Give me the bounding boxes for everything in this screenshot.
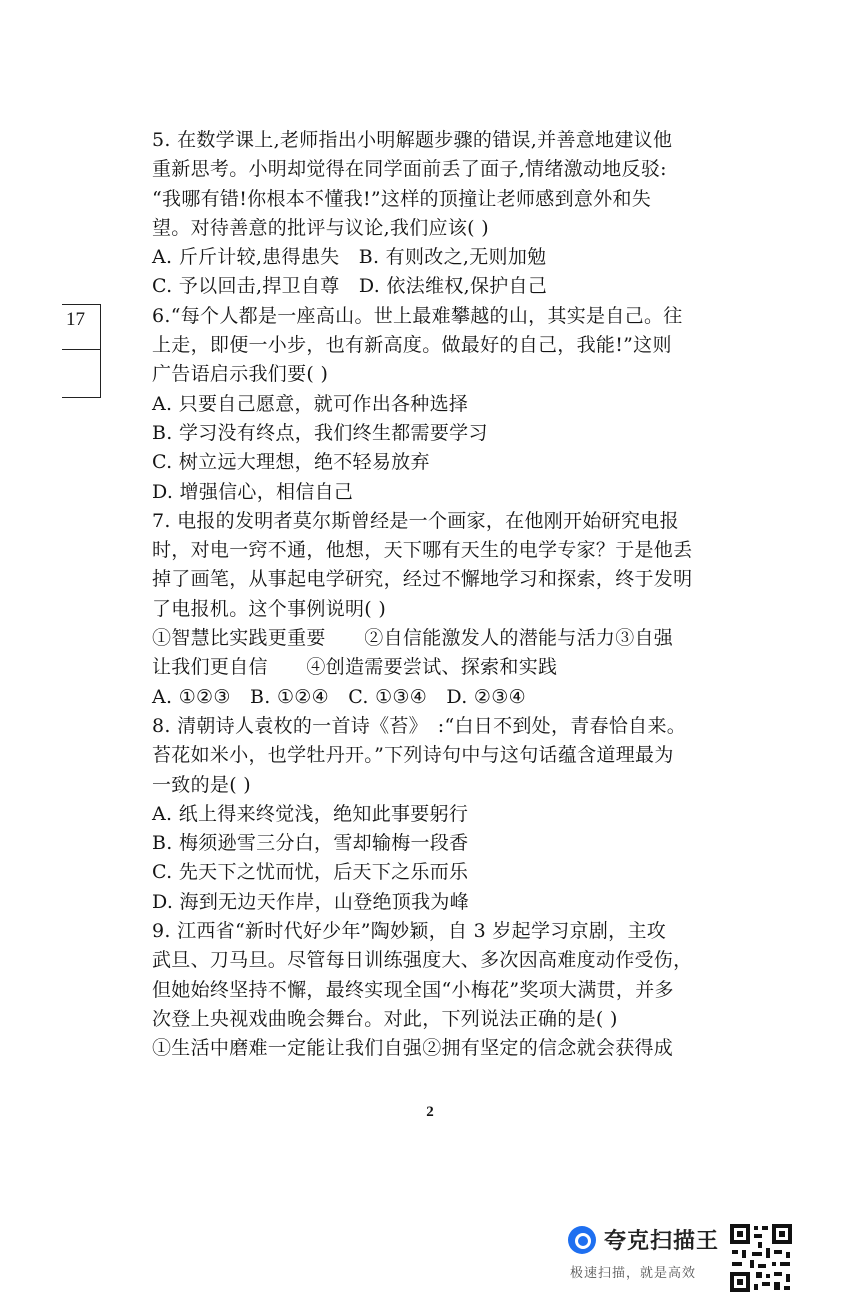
text-line: 了电报机。这个事例说明( ) [152, 597, 387, 620]
question-text [152, 126, 712, 1064]
text-line: 但她始终坚持不懈，最终实现全国“小梅花”奖项大满贯，并多 [152, 978, 674, 1001]
text-line: 重新思考。小明却觉得在同学面前丢了面子,情绪激动地反驳: [152, 158, 667, 181]
text-line: B. 学习没有终点，我们终生都需要学习 [152, 421, 488, 444]
text-line: 广告语启示我们要( ) [152, 363, 329, 386]
text-line: 9. 江西省“新时代好少年”陶妙颖，自 3 岁起学习京剧，主攻 [152, 920, 667, 943]
text-line: C. 予以回击,捍卫自尊 D. 依法维权,保护自己 [152, 275, 548, 298]
text-line: 让我们更自信 ④创造需要尝试、探索和实践 [152, 656, 558, 679]
text-line: 8. 清朝诗人袁枚的一首诗《苔》 :“白日不到处，青春恰自来。 [152, 714, 687, 737]
text-line: D. 海到无边天作岸，山登绝顶我为峰 [152, 890, 470, 913]
text-line: 7. 电报的发明者莫尔斯曾经是一个画家，在他刚开始研究电报 [152, 509, 679, 532]
watermark-slogan: 极速扫描，就是高效 [570, 1266, 697, 1281]
text-line: ①智慧比实践更重要 ②自信能激发人的潜能与活力③自强 [152, 627, 674, 650]
text-line: ①生活中磨难一定能让我们自强②拥有坚定的信念就会获得成 [152, 1037, 674, 1060]
text-line: 一致的是( ) [152, 773, 251, 796]
scanner-watermark [566, 1222, 806, 1294]
text-line: C. 先天下之忧而忧，后天下之乐而乐 [152, 861, 469, 884]
text-line: A. 纸上得来终觉浅，绝知此事要躬行 [152, 802, 469, 825]
page-number: 2 [426, 1104, 434, 1120]
text-line: 时，对电一窍不通，他想，天下哪有天生的电学专家？于是他丢 [152, 539, 693, 562]
text-line: 5. 在数学课上,老师指出小明解题步骤的错误,并善意地建议他 [152, 129, 673, 151]
score-value: 17 [66, 309, 85, 330]
text-line: 次登上央视戏曲晚会舞台。对此，下列说法正确的是( ) [152, 1007, 618, 1030]
text-line: A. 只要自己愿意，就可作出各种选择 [152, 392, 469, 415]
text-line: 上走，即便一小步，也有新高度。做最好的自己，我能!”这则 [152, 334, 672, 357]
watermark-app-name: 夸克扫描王 [604, 1229, 720, 1254]
text-line: 苔花如米小，也学牡丹开。”下列诗句中与这句话蕴含道理最为 [152, 744, 674, 767]
text-line: 掉了画笔，从事起电学研究，经过不懈地学习和探索，终于发明 [152, 568, 693, 591]
text-line: B. 梅须逊雪三分白，雪却输梅一段香 [152, 832, 469, 855]
text-line: C. 树立远大理想，绝不轻易放弃 [152, 451, 430, 474]
text-line: D. 增强信心，相信自己 [152, 480, 354, 503]
qr-code-icon [728, 1222, 794, 1294]
text-line: A. 斤斤计较,患得患失 B. 有则改之,无则加勉 [152, 246, 547, 269]
text-line: 6.“每个人都是一座高山。世上最难攀越的山，其实是自己。往 [152, 304, 683, 327]
score-box-divider [62, 349, 100, 350]
quark-logo-icon [568, 1226, 596, 1254]
text-line: A. ①②③ B. ①②④ C. ①③④ D. ②③④ [152, 685, 526, 708]
text-line: “我哪有错!你根本不懂我!”这样的顶撞让老师感到意外和失 [152, 187, 652, 210]
text-line: 武旦、刀马旦。尽管每日训练强度大、多次因高难度动作受伤， [152, 949, 693, 972]
text-line: 望。对待善意的批评与议论,我们应该( ) [152, 216, 489, 239]
